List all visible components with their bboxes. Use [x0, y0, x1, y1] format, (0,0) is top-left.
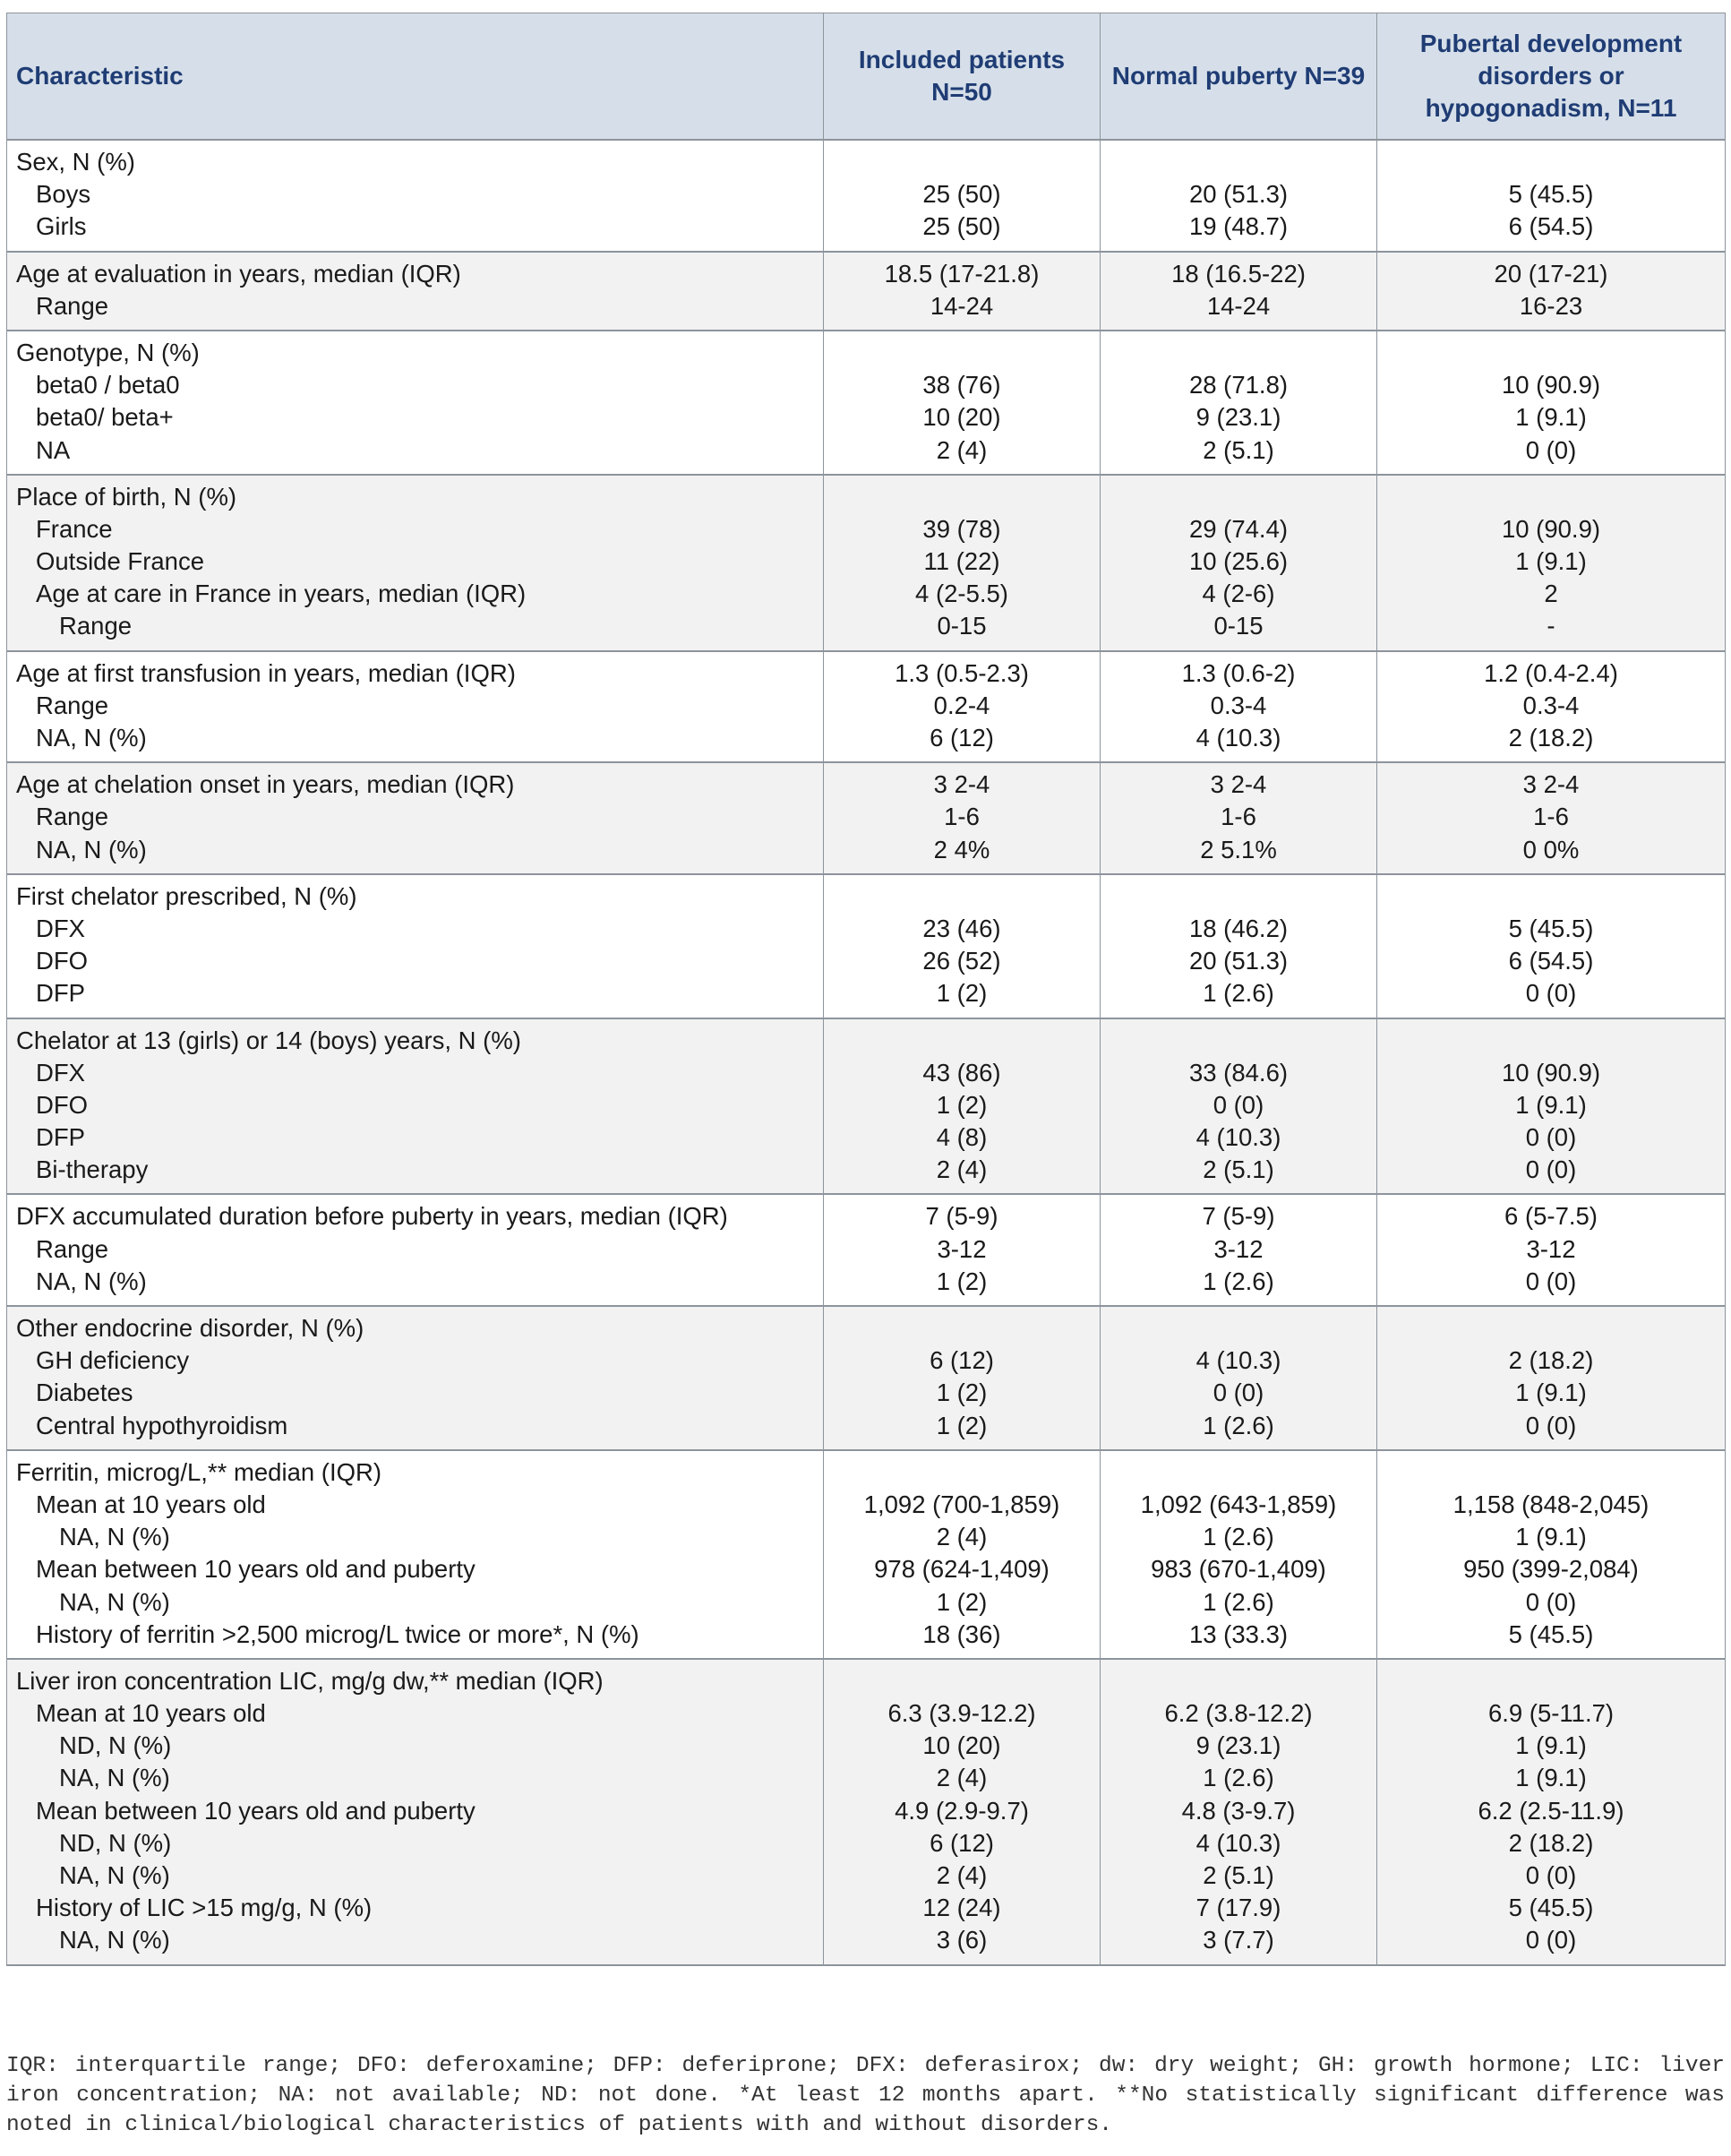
normal-puberty-value: [1101, 1456, 1376, 1489]
normal-puberty-value: 983 (670-1,409): [1151, 1555, 1326, 1584]
included-patients-cell: [824, 1194, 1101, 1306]
included-patients-value: 18 (36): [922, 1619, 1001, 1648]
row-label: DFP: [36, 979, 85, 1008]
included-patients-value: 38 (76): [922, 371, 1001, 399]
included-patients-value: 14-24: [930, 291, 994, 320]
row-label: Boys: [36, 180, 91, 209]
included-patients-value: 2 4%: [933, 835, 990, 863]
normal-puberty-value: 4 (10.3): [1195, 724, 1281, 752]
characteristic-cell: [7, 252, 824, 331]
included-patients-value: 4 (8): [936, 1123, 988, 1152]
normal-puberty-value: 1 (2.6): [1203, 1764, 1274, 1792]
row-label: DFP: [36, 1123, 85, 1152]
included-patients-cell: [824, 762, 1101, 874]
disorders-cell: [1377, 475, 1726, 651]
row-label: Mean at 10 years old: [36, 1490, 266, 1518]
included-patients-value: 12 (24): [922, 1894, 1001, 1922]
included-patients-value: 10 (20): [922, 403, 1001, 432]
disorders-value: 5 (45.5): [1508, 180, 1594, 209]
normal-puberty-value: 9 (23.1): [1195, 1731, 1281, 1760]
row-label: Mean between 10 years old and puberty: [36, 1796, 476, 1825]
disorders-value: 0 (0): [1525, 1267, 1577, 1295]
characteristic-cell: [7, 140, 824, 252]
normal-puberty-cell: [1101, 762, 1377, 874]
row-label: History of LIC >15 mg/g, N (%): [36, 1894, 373, 1922]
disorders-value: [1377, 1456, 1725, 1489]
included-patients-value: [824, 880, 1100, 913]
disorders-value: 10 (90.9): [1501, 371, 1601, 399]
row-label: NA, N (%): [59, 1764, 170, 1792]
normal-puberty-value: 7 (17.9): [1195, 1894, 1281, 1922]
normal-puberty-value: 14-24: [1206, 291, 1271, 320]
disorders-value: -: [1547, 612, 1555, 640]
row-label: Girls: [36, 212, 87, 241]
normal-puberty-cell: [1101, 874, 1377, 1018]
normal-puberty-cell: [1101, 651, 1377, 763]
characteristic-cell: [7, 1659, 824, 1965]
table-row: [7, 1194, 1726, 1306]
header-included-patients: Included patients N=50: [824, 13, 1101, 141]
row-label: DFX accumulated duration before puberty in years, median (IQR): [16, 1202, 728, 1231]
disorders-cell: [1377, 140, 1726, 252]
table-row: [7, 331, 1726, 475]
normal-puberty-value: 33 (84.6): [1188, 1058, 1289, 1087]
disorders-value: [1377, 146, 1725, 178]
disorders-value: 0 (0): [1525, 1411, 1577, 1439]
disorders-value: 1 (9.1): [1515, 1731, 1587, 1760]
disorders-value: 5 (45.5): [1508, 1619, 1594, 1648]
included-patients-value: 1 (2): [936, 1411, 988, 1439]
included-patients-value: 6 (12): [930, 1346, 994, 1375]
disorders-value: 1 (9.1): [1515, 1523, 1587, 1551]
disorders-value: [1377, 1665, 1725, 1697]
characteristic-cell: [7, 331, 824, 475]
row-label: NA: [36, 435, 71, 464]
row-label: beta0 / beta0: [36, 371, 180, 399]
included-patients-value: 2 (4): [936, 1764, 988, 1792]
table-row: [7, 1306, 1726, 1450]
disorders-value: 1.2 (0.4-2.4): [1484, 658, 1618, 687]
included-patients-value: 7 (5-9): [925, 1202, 998, 1231]
row-label: DFO: [36, 947, 89, 975]
table-body: [7, 140, 1726, 1965]
normal-puberty-value: [1101, 1312, 1376, 1344]
table-row: [7, 475, 1726, 651]
characteristic-cell: [7, 1194, 824, 1306]
disorders-value: 950 (399-2,084): [1463, 1555, 1639, 1584]
row-label: Mean at 10 years old: [36, 1699, 266, 1728]
table-row: [7, 140, 1726, 252]
row-label: Range: [36, 291, 109, 320]
disorders-value: 2: [1544, 580, 1558, 608]
normal-puberty-value: 1 (2.6): [1203, 1411, 1274, 1439]
included-patients-value: 25 (50): [922, 180, 1001, 209]
disorders-value: 0 (0): [1525, 1587, 1577, 1616]
disorders-value: 3 2-4: [1522, 770, 1580, 799]
included-patients-value: 1-6: [944, 803, 980, 831]
table-row: [7, 1450, 1726, 1659]
row-label: Age at chelation onset in years, median (IQR): [16, 770, 515, 799]
row-label: beta0/ beta+: [36, 403, 174, 432]
row-label: NA, N (%): [59, 1926, 170, 1954]
disorders-value: [1377, 337, 1725, 369]
normal-puberty-cell: [1101, 475, 1377, 651]
included-patients-value: [824, 146, 1100, 178]
normal-puberty-value: 9 (23.1): [1195, 403, 1281, 432]
disorders-value: 0 (0): [1525, 979, 1577, 1008]
normal-puberty-value: [1101, 880, 1376, 913]
disorders-cell: [1377, 1659, 1726, 1965]
disorders-value: 1 (9.1): [1515, 1379, 1587, 1407]
table-row: [7, 1659, 1726, 1965]
disorders-cell: [1377, 874, 1726, 1018]
row-label: Range: [36, 691, 109, 719]
included-patients-value: 18.5 (17-21.8): [884, 259, 1040, 288]
included-patients-cell: [824, 1659, 1101, 1965]
row-label: ND, N (%): [59, 1731, 172, 1760]
normal-puberty-value: 0.3-4: [1210, 691, 1267, 719]
normal-puberty-value: [1101, 1665, 1376, 1697]
disorders-cell: [1377, 331, 1726, 475]
row-label: NA, N (%): [59, 1861, 170, 1889]
normal-puberty-cell: [1101, 1194, 1377, 1306]
disorders-value: 0.3-4: [1522, 691, 1580, 719]
included-patients-cell: [824, 1306, 1101, 1450]
normal-puberty-value: 4.8 (3-9.7): [1181, 1796, 1296, 1825]
disorders-value: 1 (9.1): [1515, 1764, 1587, 1792]
disorders-value: 2 (18.2): [1508, 1346, 1594, 1375]
normal-puberty-value: 4 (2-6): [1202, 580, 1275, 608]
disorders-value: 1 (9.1): [1515, 403, 1587, 432]
included-patients-value: 1 (2): [936, 1267, 988, 1295]
normal-puberty-value: 4 (10.3): [1195, 1828, 1281, 1857]
characteristic-cell: [7, 762, 824, 874]
disorders-value: [1377, 481, 1725, 513]
normal-puberty-value: 3 (7.7): [1203, 1926, 1274, 1954]
included-patients-value: 2 (4): [936, 1861, 988, 1889]
included-patients-cell: [824, 331, 1101, 475]
normal-puberty-cell: [1101, 1450, 1377, 1659]
included-patients-value: 0-15: [937, 612, 987, 640]
disorders-value: [1377, 880, 1725, 913]
disorders-cell: [1377, 252, 1726, 331]
normal-puberty-value: 19 (48.7): [1188, 212, 1289, 241]
normal-puberty-cell: [1101, 1306, 1377, 1450]
disorders-cell: [1377, 651, 1726, 763]
normal-puberty-value: 1 (2.6): [1203, 979, 1274, 1008]
included-patients-value: [824, 1665, 1100, 1697]
disorders-value: 10 (90.9): [1501, 514, 1601, 543]
included-patients-value: 1.3 (0.5-2.3): [895, 658, 1029, 687]
disorders-value: 16-23: [1519, 291, 1583, 320]
row-label: NA, N (%): [36, 1267, 147, 1295]
included-patients-value: 10 (20): [922, 1731, 1001, 1760]
row-label: Range: [59, 612, 133, 640]
table-row: [7, 762, 1726, 874]
row-label: Age at care in France in years, median (IQR): [36, 580, 527, 608]
disorders-cell: [1377, 1018, 1726, 1195]
normal-puberty-value: [1101, 146, 1376, 178]
row-label: Central hypothyroidism: [36, 1411, 288, 1439]
normal-puberty-value: 2 (5.1): [1203, 1155, 1274, 1184]
normal-puberty-value: 1 (2.6): [1203, 1523, 1274, 1551]
header-normal-puberty: Normal puberty N=39: [1101, 13, 1377, 141]
normal-puberty-cell: [1101, 252, 1377, 331]
included-patients-value: 978 (624-1,409): [874, 1555, 1050, 1584]
normal-puberty-value: 6.2 (3.8-12.2): [1164, 1699, 1313, 1728]
included-patients-cell: [824, 475, 1101, 651]
row-label: France: [36, 514, 113, 543]
normal-puberty-value: 3 2-4: [1210, 770, 1267, 799]
table-row: [7, 1018, 1726, 1195]
included-patients-cell: [824, 1450, 1101, 1659]
included-patients-value: 2 (4): [936, 1523, 988, 1551]
included-patients-value: 3-12: [937, 1234, 987, 1263]
normal-puberty-value: 2 (5.1): [1203, 435, 1274, 464]
table-row: [7, 252, 1726, 331]
characteristic-cell: [7, 1450, 824, 1659]
row-label: Range: [36, 1234, 109, 1263]
row-label: DFX: [36, 1058, 85, 1087]
row-label: Other endocrine disorder, N (%): [16, 1314, 364, 1342]
row-label: DFX: [36, 914, 85, 942]
row-label: Bi-therapy: [36, 1155, 149, 1184]
normal-puberty-value: 1.3 (0.6-2): [1181, 658, 1296, 687]
row-label: ND, N (%): [59, 1828, 172, 1857]
normal-puberty-value: 20 (51.3): [1188, 180, 1289, 209]
disorders-value: 1 (9.1): [1515, 1090, 1587, 1119]
included-patients-value: 1 (2): [936, 1090, 988, 1119]
disorders-value: 0 0%: [1522, 835, 1580, 863]
row-label: History of ferritin >2,500 microg/L twice or more*, N (%): [36, 1619, 639, 1648]
included-patients-value: 3 2-4: [933, 770, 990, 799]
included-patients-value: [824, 1025, 1100, 1057]
characteristic-cell: [7, 1018, 824, 1195]
included-patients-value: 0.2-4: [933, 691, 990, 719]
characteristic-cell: [7, 651, 824, 763]
included-patients-value: 26 (52): [922, 947, 1001, 975]
disorders-value: 1-6: [1533, 803, 1569, 831]
disorders-value: 6.2 (2.5-11.9): [1478, 1796, 1624, 1825]
included-patients-cell: [824, 1018, 1101, 1195]
normal-puberty-value: [1101, 337, 1376, 369]
normal-puberty-value: 1-6: [1221, 803, 1256, 831]
row-label: NA, N (%): [36, 724, 147, 752]
normal-puberty-cell: [1101, 1659, 1377, 1965]
normal-puberty-cell: [1101, 140, 1377, 252]
table-row: [7, 651, 1726, 763]
disorders-value: 6.9 (5-11.7): [1487, 1699, 1615, 1728]
normal-puberty-cell: [1101, 331, 1377, 475]
row-label: Age at evaluation in years, median (IQR): [16, 259, 461, 288]
disorders-cell: [1377, 1306, 1726, 1450]
table-container: [6, 13, 1725, 1966]
included-patients-cell: [824, 651, 1101, 763]
row-label: Diabetes: [36, 1379, 133, 1407]
included-patients-value: 6 (12): [930, 1828, 994, 1857]
normal-puberty-value: 1 (2.6): [1203, 1267, 1274, 1295]
normal-puberty-value: 7 (5-9): [1202, 1202, 1275, 1231]
normal-puberty-value: 4 (10.3): [1195, 1346, 1281, 1375]
included-patients-value: 6.3 (3.9-12.2): [887, 1699, 1036, 1728]
row-label: Ferritin, microg/L,** median (IQR): [16, 1457, 382, 1486]
disorders-cell: [1377, 1194, 1726, 1306]
included-patients-cell: [824, 252, 1101, 331]
included-patients-value: 6 (12): [930, 724, 994, 752]
included-patients-value: 1,092 (700-1,859): [863, 1490, 1060, 1518]
disorders-value: 0 (0): [1525, 1926, 1577, 1954]
table-footnote: IQR: interquartile range; DFO: deferoxamine; DFP: deferiprone; DFX: deferasirox; dw: dry weight; GH: growth hormone; LIC: liver iron concentration; NA: not available; ND: not done. *At least 12 months apart. **No statistically significant difference was noted in clinical/biological characteristics of patients with and without disorders.: [6, 2054, 1725, 2137]
normal-puberty-cell: [1101, 1018, 1377, 1195]
disorders-value: 5 (45.5): [1508, 914, 1594, 942]
disorders-value: 6 (54.5): [1508, 947, 1594, 975]
row-label: Genotype, N (%): [16, 338, 200, 366]
included-patients-value: [824, 1456, 1100, 1489]
normal-puberty-value: [1101, 1025, 1376, 1057]
row-label: NA, N (%): [59, 1587, 170, 1616]
disorders-value: 0 (0): [1525, 1861, 1577, 1889]
disorders-value: 2 (18.2): [1508, 1828, 1594, 1857]
row-label: Liver iron concentration LIC, mg/g dw,** median (IQR): [16, 1666, 604, 1695]
included-patients-value: 1 (2): [936, 1587, 988, 1616]
table-row: [7, 874, 1726, 1018]
disorders-value: 0 (0): [1525, 1123, 1577, 1152]
included-patients-value: 23 (46): [922, 914, 1001, 942]
characteristic-cell: [7, 1306, 824, 1450]
disorders-value: [1377, 1312, 1725, 1344]
included-patients-value: 4.9 (2.9-9.7): [895, 1796, 1029, 1825]
row-label: GH deficiency: [36, 1346, 190, 1375]
header-characteristic: Characteristic: [7, 13, 824, 141]
included-patients-value: [824, 1312, 1100, 1344]
disorders-value: 0 (0): [1525, 435, 1577, 464]
included-patients-value: 1 (2): [936, 1379, 988, 1407]
row-label: Mean between 10 years old and puberty: [36, 1555, 476, 1584]
disorders-value: 2 (18.2): [1508, 724, 1594, 752]
normal-puberty-value: 18 (46.2): [1188, 914, 1289, 942]
normal-puberty-value: 0-15: [1213, 612, 1264, 640]
disorders-value: [1377, 1025, 1725, 1057]
included-patients-value: 25 (50): [922, 212, 1001, 241]
normal-puberty-value: 20 (51.3): [1188, 947, 1289, 975]
normal-puberty-value: 2 (5.1): [1203, 1861, 1274, 1889]
disorders-value: 6 (54.5): [1508, 212, 1594, 241]
row-label: First chelator prescribed, N (%): [16, 881, 357, 910]
included-patients-value: 2 (4): [936, 435, 988, 464]
disorders-value: 0 (0): [1525, 1155, 1577, 1184]
disorders-value: 5 (45.5): [1508, 1894, 1594, 1922]
normal-puberty-value: 4 (10.3): [1195, 1123, 1281, 1152]
disorders-value: 6 (5-7.5): [1504, 1202, 1598, 1231]
disorders-value: 10 (90.9): [1501, 1058, 1601, 1087]
normal-puberty-value: 0 (0): [1213, 1090, 1264, 1119]
header-row: [7, 13, 1726, 141]
row-label: Sex, N (%): [16, 148, 135, 176]
included-patients-cell: [824, 140, 1101, 252]
included-patients-value: 39 (78): [922, 514, 1001, 543]
normal-puberty-value: 2 5.1%: [1200, 835, 1277, 863]
normal-puberty-value: 28 (71.8): [1188, 371, 1289, 399]
disorders-value: 1 (9.1): [1515, 547, 1587, 576]
normal-puberty-value: 3-12: [1213, 1234, 1264, 1263]
normal-puberty-value: 0 (0): [1213, 1379, 1264, 1407]
normal-puberty-value: 1,092 (643-1,859): [1140, 1490, 1337, 1518]
characteristics-table: [6, 13, 1726, 1966]
included-patients-value: [824, 481, 1100, 513]
row-label: DFO: [36, 1090, 89, 1119]
characteristic-cell: [7, 475, 824, 651]
disorders-value: 1,158 (848-2,045): [1452, 1490, 1650, 1518]
row-label: Range: [36, 803, 109, 831]
disorders-cell: [1377, 1450, 1726, 1659]
disorders-cell: [1377, 762, 1726, 874]
row-label: Age at first transfusion in years, median (IQR): [16, 658, 516, 687]
row-label: NA, N (%): [59, 1523, 170, 1551]
row-label: Place of birth, N (%): [16, 482, 237, 511]
disorders-value: 3-12: [1526, 1234, 1576, 1263]
normal-puberty-value: 13 (33.3): [1188, 1619, 1289, 1648]
normal-puberty-value: 10 (25.6): [1188, 547, 1289, 576]
normal-puberty-value: 29 (74.4): [1188, 514, 1289, 543]
normal-puberty-value: 1 (2.6): [1203, 1587, 1274, 1616]
characteristic-cell: [7, 874, 824, 1018]
normal-puberty-value: [1101, 481, 1376, 513]
included-patients-value: 43 (86): [922, 1058, 1001, 1087]
header-pubertal-disorders: Pubertal development disorders or hypogonadism, N=11: [1377, 13, 1726, 141]
included-patients-cell: [824, 874, 1101, 1018]
normal-puberty-value: 18 (16.5-22): [1171, 259, 1306, 288]
row-label: NA, N (%): [36, 835, 147, 863]
row-label: Outside France: [36, 547, 205, 576]
row-label: Chelator at 13 (girls) or 14 (boys) years, N (%): [16, 1026, 521, 1054]
included-patients-value: [824, 337, 1100, 369]
included-patients-value: 4 (2-5.5): [915, 580, 1008, 608]
included-patients-value: 3 (6): [936, 1926, 988, 1954]
included-patients-value: 2 (4): [936, 1155, 988, 1184]
disorders-value: 20 (17-21): [1494, 259, 1608, 288]
included-patients-value: 1 (2): [936, 979, 988, 1008]
included-patients-value: 11 (22): [923, 547, 1000, 576]
